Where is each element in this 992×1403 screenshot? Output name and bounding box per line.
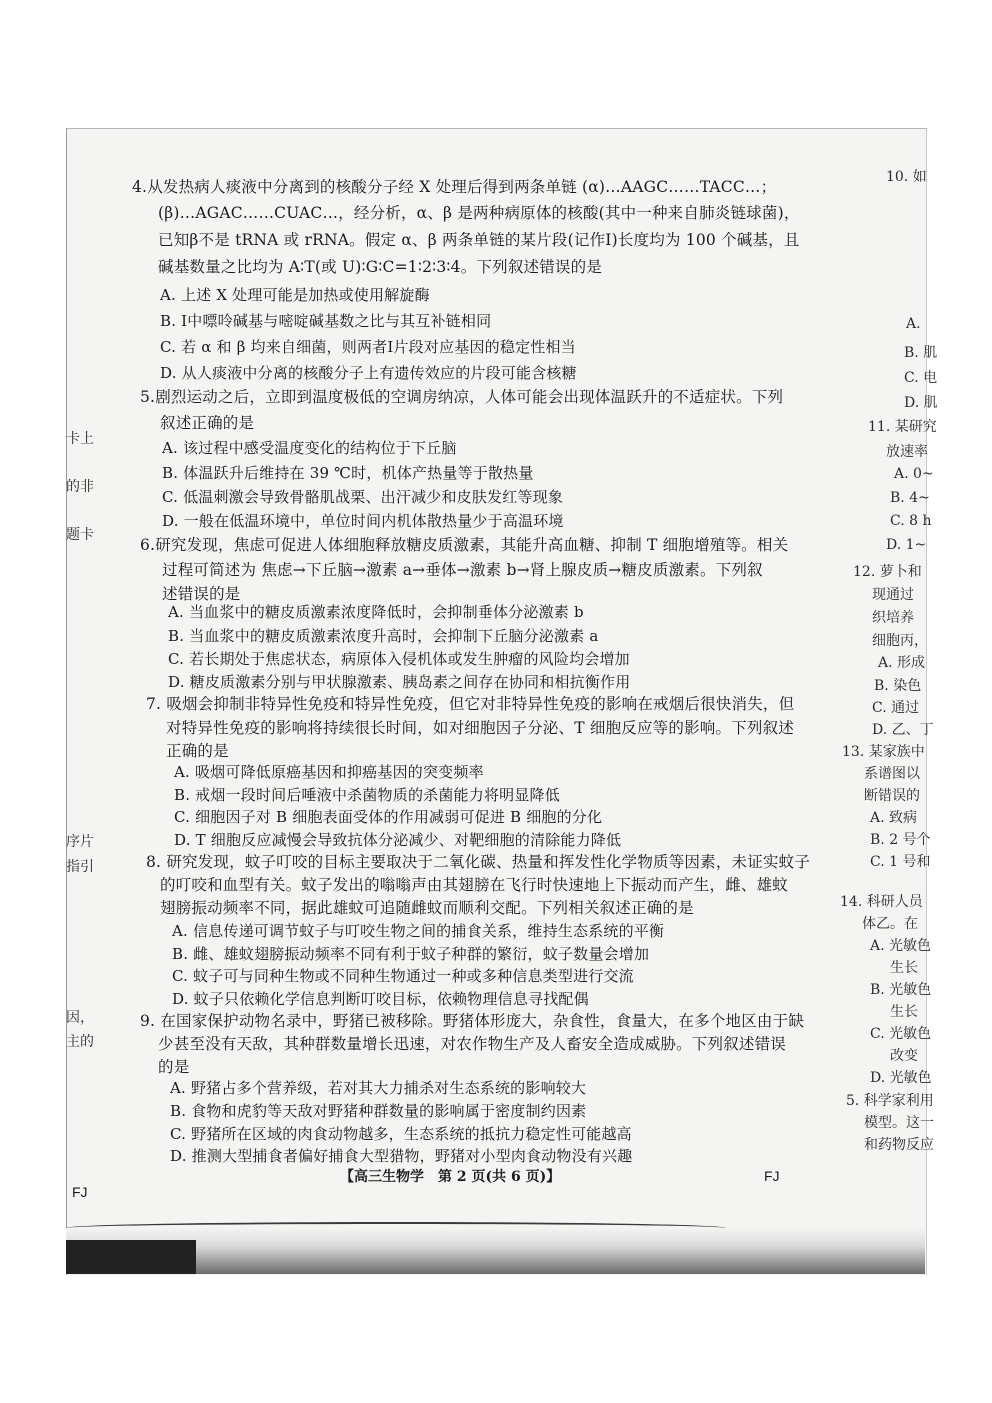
- q6-option-c: C. 若长期处于焦虑状态，病原体入侵机体或发生肿瘤的风险均会增加: [168, 650, 630, 668]
- q8-option-c: C. 蚊子可与同种生物或不同种生物通过一种或多种信息类型进行交流: [172, 967, 634, 985]
- right-fragment: 模型。这一: [864, 1115, 934, 1131]
- q5-line-2: 叙述正确的是: [160, 414, 255, 432]
- left-fragment: 序片: [66, 834, 94, 850]
- q9-option-c: C. 野猪所在区域的肉食动物越多，生态系统的抵抗力稳定性可能越高: [170, 1125, 632, 1143]
- right-fragment: B. 2 号个: [870, 832, 931, 848]
- right-fragment: A. 致病: [870, 810, 918, 826]
- q6-option-b: B. 当血浆中的糖皮质激素浓度升高时，会抑制下丘脑分泌激素 a: [168, 627, 599, 645]
- left-fragment: 卡上: [66, 431, 94, 447]
- right-fragment: 11. 某研究: [868, 419, 937, 435]
- scan-curve: [66, 1222, 726, 1234]
- q5-option-d: D. 一般在低温环境中，单位时间内机体散热量少于高温环境: [162, 512, 564, 530]
- right-fragment: A. 光敏色: [870, 938, 932, 954]
- q8-line-2: 的叮咬和血型有关。蚊子发出的嗡嗡声由其翅膀在飞行时快速地上下振动而产生，雌、雄蚊: [160, 876, 789, 894]
- right-fragment: C. 通过: [872, 700, 920, 716]
- right-fragment: 生长: [890, 1004, 918, 1020]
- right-fragment: 放速率: [886, 444, 928, 460]
- q4-option-a: A. 上述 X 处理可能是加热或使用解旋酶: [160, 286, 430, 304]
- q9-line-3: 的是: [158, 1058, 190, 1076]
- q6-line-1: 6.研究发现，焦虑可促进人体细胞释放糖皮质激素，其能升高血糖、抑制 T 细胞增殖等。相关: [140, 536, 789, 554]
- q4-option-b: B. Ⅰ中嘌呤碱基与嘧啶碱基数之比与其互补链相同: [160, 312, 492, 330]
- q4-option-d: D. 从人痰液中分离的核酸分子上有遗传效应的片段可能含核糖: [160, 364, 577, 382]
- q8-option-b: B. 雌、雄蚊翅膀振动频率不同有利于蚊子种群的繁衍，蚊子数量会增加: [172, 945, 650, 963]
- right-fragment: B. 染色: [874, 678, 922, 694]
- right-fragment: D. 1~: [886, 537, 927, 553]
- q6-line-3: 述错误的是: [162, 585, 241, 603]
- q6-option-d: D. 糖皮质激素分别与甲状腺激素、胰岛素之间存在协同和相抗衡作用: [168, 673, 631, 691]
- q4-line-1: 4.从发热病人痰液中分离到的核酸分子经 X 处理后得到两条单链 (α)…AAGC……TACC…；: [132, 178, 777, 196]
- right-fragment: A. 0~: [894, 466, 934, 482]
- right-fragment: 10. 如: [886, 169, 927, 185]
- right-fragment: B. 肌: [904, 345, 938, 361]
- q7-line-1: 7. 吸烟会抑制非特异性免疫和特异性免疫，但它对非特异性免疫的影响在戒烟后很快消失，但: [146, 695, 795, 713]
- q7-option-d: D. T 细胞反应减慢会导致抗体分泌减少、对靶细胞的清除能力降低: [174, 831, 622, 849]
- left-fragment: 的非: [66, 479, 94, 495]
- q7-line-3: 正确的是: [166, 742, 229, 760]
- q7-option-b: B. 戒烟一段时间后唾液中杀菌物质的杀菌能力将明显降低: [174, 786, 560, 804]
- q9-option-a: A. 野猪占多个营养级，若对其大力捕杀对生态系统的影响较大: [170, 1079, 587, 1097]
- left-fragment: 指引: [66, 859, 94, 875]
- q7-option-c: C. 细胞因子对 B 细胞表面受体的作用减弱可促进 B 细胞的分化: [174, 808, 603, 826]
- right-fragment: B. 4~: [890, 490, 930, 506]
- right-fragment: C. 光敏色: [870, 1026, 932, 1042]
- q4-option-c: C. 若 α 和 β 均来自细菌，则两者Ⅰ片段对应基因的稳定性相当: [160, 338, 576, 356]
- q9-option-b: B. 食物和虎豹等天敌对野猪种群数量的影响属于密度制约因素: [170, 1102, 587, 1120]
- q9-option-d: D. 推测大型捕食者偏好捕食大型猎物，野猪对小型肉食动物没有兴趣: [170, 1147, 633, 1165]
- q9-line-2: 少甚至没有天敌，其种群数量增长迅速，对农作物生产及人畜安全造成威胁。下列叙述错误: [158, 1035, 787, 1053]
- right-fragment: D. 乙、丁: [872, 722, 934, 738]
- right-fragment: 改变: [890, 1048, 918, 1064]
- right-fragment: 13. 某家族中: [842, 744, 925, 760]
- left-fragment: 主的: [66, 1034, 94, 1050]
- q8-line-3: 翅膀振动频率不同，据此雄蚊可追随雌蚊而顺利交配。下列相关叙述正确的是: [160, 899, 694, 917]
- q6-line-2: 过程可简述为 焦虑→下丘脑→激素 a→垂体→激素 b→肾上腺皮质→糖皮质激素。下列叙: [162, 561, 763, 579]
- left-fragment: 题卡: [66, 527, 94, 543]
- right-fragment: 5. 科学家利用: [846, 1093, 934, 1109]
- right-fragment: 断错误的: [864, 788, 920, 804]
- page-footer: 【高三生物学 第 2 页(共 6 页)】: [340, 1169, 561, 1185]
- right-fragment: 系谱图以: [864, 766, 920, 782]
- q4-line-3: 已知β不是 tRNA 或 rRNA。假定 α、β 两条单链的某片段(记作Ⅰ)长度均为 100 个碱基，且: [158, 231, 800, 249]
- scan-dark-corner: [66, 1240, 196, 1274]
- right-fragment: C. 1 号和: [870, 854, 931, 870]
- right-fragment: D. 光敏色: [870, 1070, 932, 1086]
- q8-option-a: A. 信息传递可调节蚊子与叮咬生物之间的捕食关系，维持生态系统的平衡: [172, 922, 665, 940]
- q7-option-a: A. 吸烟可降低原癌基因和抑癌基因的突变频率: [174, 763, 484, 781]
- q5-option-b: B. 体温跃升后维持在 39 ℃时，机体产热量等于散热量: [162, 464, 534, 482]
- right-fragment: D. 肌: [904, 395, 938, 411]
- right-fragment: 细胞丙，: [872, 633, 928, 649]
- right-fragment: A.: [906, 316, 921, 332]
- right-fragment: 14. 科研人员: [840, 894, 923, 910]
- fj-left: FJ: [72, 1184, 88, 1200]
- left-fragment: 因，: [66, 1010, 94, 1026]
- q5-option-c: C. 低温刺激会导致骨骼肌战栗、出汗减少和皮肤发红等现象: [162, 488, 564, 506]
- q4-line-4: 碱基数量之比均为 A∶T(或 U)∶G∶C=1∶2∶3∶4。下列叙述错误的是: [158, 258, 603, 276]
- q8-line-1: 8. 研究发现，蚊子叮咬的目标主要取决于二氧化碳、热量和挥发性化学物质等因素，未证实蚊子: [146, 853, 811, 871]
- right-fragment: 体乙。在: [862, 916, 918, 932]
- fj-right: FJ: [764, 1168, 780, 1184]
- right-fragment: 生长: [890, 960, 918, 976]
- right-fragment: A. 形成: [878, 655, 926, 671]
- q6-option-a: A. 当血浆中的糖皮质激素浓度降低时，会抑制垂体分泌激素 b: [168, 603, 584, 621]
- q8-option-d: D. 蚊子只依赖化学信息判断叮咬目标，依赖物理信息寻找配偶: [172, 990, 589, 1008]
- q9-line-1: 9. 在国家保护动物名录中，野猪已被移除。野猪体形庞大，杂食性，食量大，在多个地区由于缺: [140, 1012, 805, 1030]
- right-fragment: 现通过: [872, 587, 914, 603]
- right-fragment: 和药物反应: [864, 1137, 934, 1153]
- right-fragment: B. 光敏色: [870, 982, 932, 998]
- q5-option-a: A. 该过程中感受温度变化的结构位于下丘脑: [162, 439, 457, 457]
- right-fragment: 12. 萝卜和: [853, 564, 922, 580]
- q7-line-2: 对特异性免疫的影响将持续很长时间，如对细胞因子分泌、T 细胞反应等的影响。下列叙述: [166, 719, 794, 737]
- right-fragment: 织培养: [872, 610, 914, 626]
- q4-line-2: (β)…AGAC……CUAC…，经分析，α、β 是两种病原体的核酸(其中一种来自肺炎链球菌)，: [158, 204, 800, 222]
- q5-line-1: 5.剧烈运动之后，立即到温度极低的空调房纳凉，人体可能会出现体温跃升的不适症状。下列: [140, 388, 784, 406]
- right-fragment: C. 8 h: [890, 513, 932, 529]
- right-fragment: C. 电: [904, 370, 938, 386]
